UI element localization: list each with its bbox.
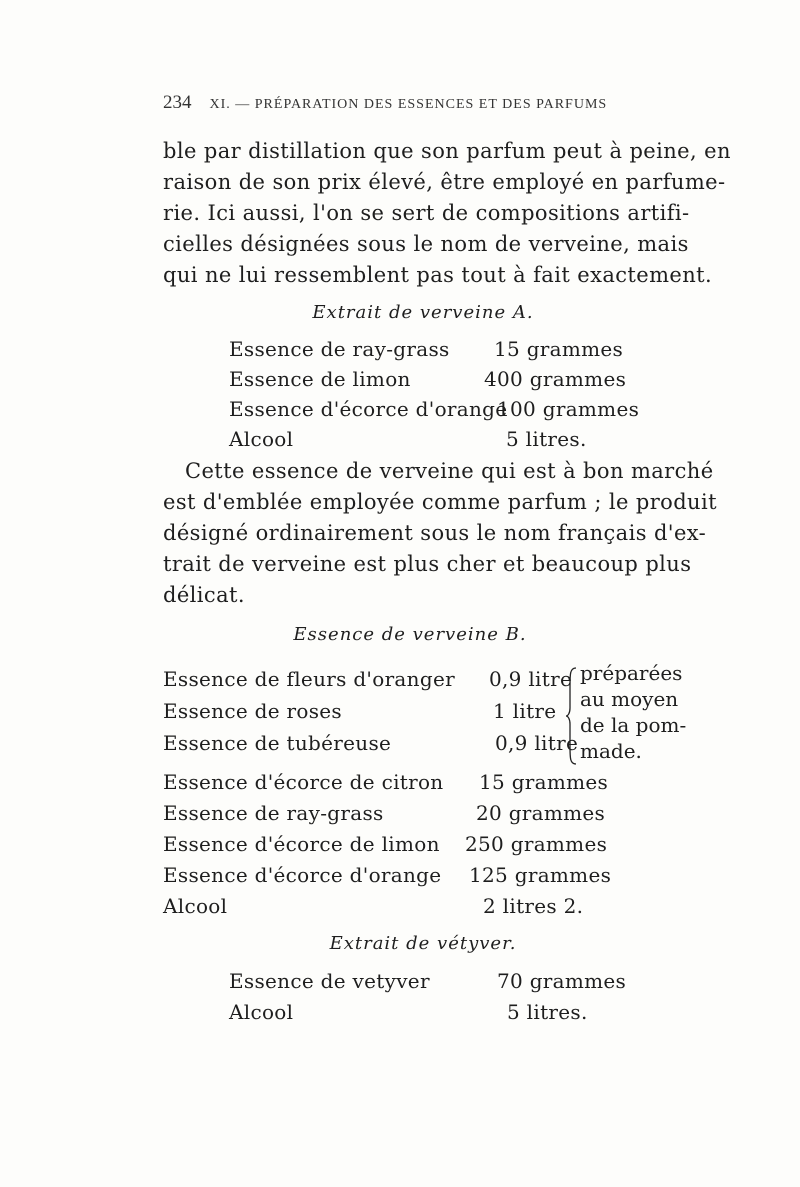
ingredient-qty: 250 grammes bbox=[465, 832, 608, 856]
running-header bbox=[163, 92, 683, 114]
ingredient-qty: 15 grammes bbox=[494, 337, 624, 361]
ingredient-name: Essence de tubéreuse bbox=[163, 731, 392, 755]
ingredient-name: Essence d'écorce d'orange bbox=[229, 397, 508, 421]
note-line: made. bbox=[580, 739, 642, 763]
note-line: de la pom- bbox=[580, 713, 687, 737]
group-note bbox=[580, 660, 686, 764]
ingredient-qty: 125 grammes bbox=[469, 863, 612, 887]
ingredient-name: Alcool bbox=[229, 427, 294, 451]
text-line: Cette essence de verveine qui est à bon marché bbox=[185, 459, 714, 483]
recipe-a-title: Extrait de verveine A. bbox=[312, 302, 534, 323]
ingredient-name: Essence de fleurs d'oranger bbox=[163, 667, 455, 691]
recipe-b-title: Essence de verveine B. bbox=[293, 624, 527, 645]
ingredient-name: Essence de ray-grass bbox=[163, 801, 384, 825]
ingredient-qty: 15 grammes bbox=[479, 770, 609, 794]
note-line: au moyen bbox=[580, 687, 679, 711]
text-line: raison de son prix élevé, être employé en parfume- bbox=[163, 170, 726, 194]
recipe-c-title: Extrait de vétyver. bbox=[329, 933, 517, 954]
page-number: 234 bbox=[163, 92, 192, 113]
note-line: préparées bbox=[580, 661, 683, 685]
ingredient-name: Essence de vetyver bbox=[229, 969, 430, 993]
text-line: qui ne lui ressemblent pas tout à fait exactement. bbox=[163, 263, 713, 287]
ingredient-qty: 400 grammes bbox=[484, 367, 627, 391]
text-line: délicat. bbox=[163, 583, 245, 607]
text-line: désigné ordinairement sous le nom français d'ex- bbox=[163, 521, 707, 545]
text-line: cielles désignées sous le nom de verveine, mais bbox=[163, 232, 689, 256]
middle-paragraph bbox=[163, 456, 717, 611]
ingredient-qty: 0,9 litre bbox=[495, 731, 579, 755]
ingredient-qty: 5 litres. bbox=[506, 427, 587, 451]
ingredient-qty: 5 litres. bbox=[507, 1000, 588, 1024]
ingredient-name: Essence de ray-grass bbox=[229, 337, 450, 361]
ingredient-qty: 1 litre bbox=[493, 699, 557, 723]
ingredient-name: Alcool bbox=[163, 894, 228, 918]
intro-paragraph bbox=[163, 136, 731, 291]
ingredient-name: Essence d'écorce d'orange bbox=[163, 863, 442, 887]
ingredient-qty: 100 grammes bbox=[497, 397, 640, 421]
ingredient-name: Essence de limon bbox=[229, 367, 411, 391]
ingredient-qty: 2 litres 2. bbox=[483, 894, 584, 918]
text-line: est d'emblée employée comme parfum ; le produit bbox=[163, 490, 717, 514]
ingredient-name: Alcool bbox=[229, 1000, 294, 1024]
ingredient-qty: 0,9 litre bbox=[489, 667, 573, 691]
text-line: trait de verveine est plus cher et beaucoup plus bbox=[163, 552, 692, 576]
ingredient-name: Essence de roses bbox=[163, 699, 342, 723]
text-line: rie. Ici aussi, l'on se sert de compositions artifi- bbox=[163, 201, 690, 225]
ingredient-qty: 70 grammes bbox=[497, 969, 627, 993]
grouping-brace bbox=[566, 666, 578, 766]
ingredient-qty: 20 grammes bbox=[476, 801, 606, 825]
ingredient-name: Essence d'écorce de citron bbox=[163, 770, 444, 794]
running-title: XI. — PRÉPARATION DES ESSENCES ET DES PARFUMS bbox=[209, 97, 608, 112]
text-line: ble par distillation que son parfum peut à peine, en bbox=[163, 139, 731, 163]
ingredient-name: Essence d'écorce de limon bbox=[163, 832, 440, 856]
